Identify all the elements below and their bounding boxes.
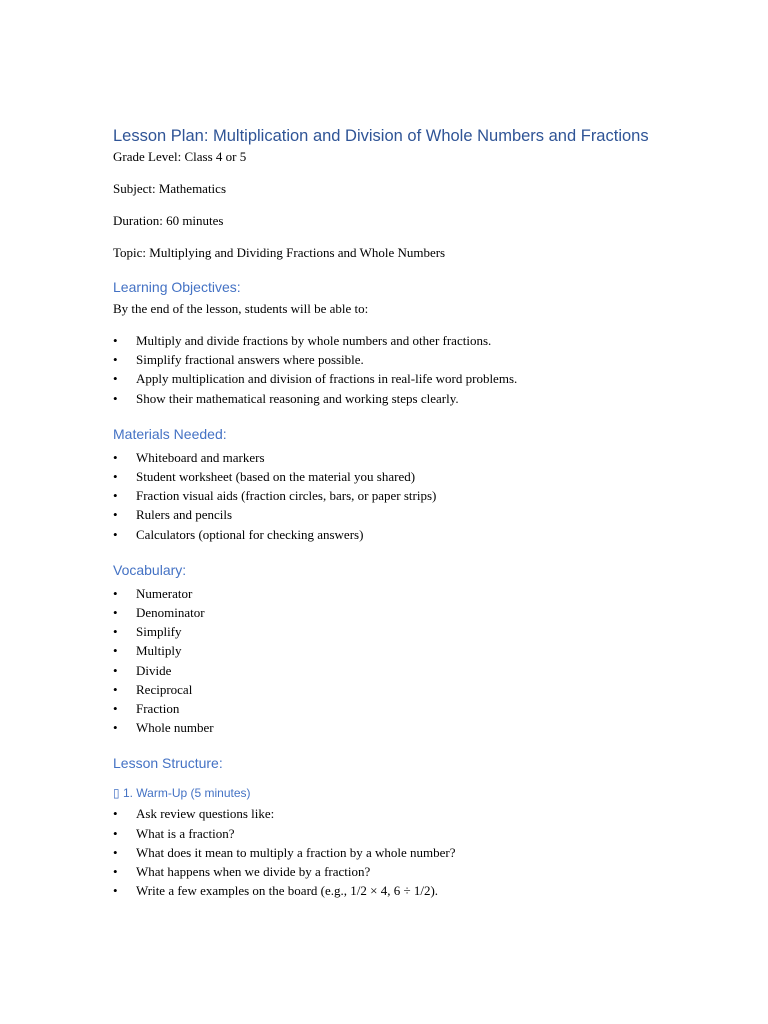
bullet-icon: • xyxy=(113,507,118,523)
bullet-icon: • xyxy=(113,526,118,542)
list-item-text: Calculators (optional for checking answers) xyxy=(136,526,364,542)
list-item-text: Divide xyxy=(136,662,172,678)
bullet-icon: • xyxy=(113,333,118,348)
vocabulary-heading: Vocabulary: xyxy=(113,561,187,578)
bullet-icon: • xyxy=(113,390,118,406)
list-item xyxy=(113,389,673,408)
list-item-text: Numerator xyxy=(136,585,193,601)
list-item xyxy=(113,350,673,369)
grade-level: Grade Level: Class 4 or 5 xyxy=(113,149,247,164)
vocabulary-list xyxy=(113,584,673,738)
list-item xyxy=(113,584,673,603)
list-item-text: Simplify xyxy=(136,624,182,640)
list-item-text: What happens when we divide by a fraction? xyxy=(136,864,371,880)
list-item-text: Rulers and pencils xyxy=(136,507,233,523)
bullet-icon: • xyxy=(113,806,118,822)
list-item-text: Simplify fractional answers where possible. xyxy=(136,352,364,368)
list-item-text: Reciprocal xyxy=(136,681,193,697)
list-item xyxy=(113,505,673,524)
list-item xyxy=(113,804,673,823)
list-item xyxy=(113,331,673,350)
bullet-icon: • xyxy=(113,825,118,841)
list-item-text: Ask review questions like: xyxy=(136,806,275,822)
objectives-heading: Learning Objectives: xyxy=(113,279,241,295)
list-item xyxy=(113,603,673,622)
list-item xyxy=(113,824,673,843)
bullet-icon: • xyxy=(113,720,118,736)
subject: Subject: Mathematics xyxy=(113,181,227,196)
bullet-icon: • xyxy=(113,469,118,485)
bullet-icon: • xyxy=(113,662,118,678)
list-item-text: Fraction xyxy=(136,701,180,717)
topic: Topic: Multiplying and Dividing Fractions and Whole Numbers xyxy=(113,245,446,260)
list-item xyxy=(113,467,673,486)
bullet-icon: • xyxy=(113,624,118,640)
list-item-text: Multiply xyxy=(136,643,182,659)
materials-list xyxy=(113,448,673,544)
bullet-icon: • xyxy=(113,449,118,465)
warmup-heading: ▯ 1. Warm-Up (5 minutes) xyxy=(113,786,251,801)
bullet-icon: • xyxy=(113,605,118,621)
bullet-icon: • xyxy=(113,352,118,368)
bullet-icon: • xyxy=(113,701,118,717)
bullet-icon: • xyxy=(113,883,118,899)
bullet-icon: • xyxy=(113,643,118,659)
list-item xyxy=(113,641,673,660)
duration: Duration: 60 minutes xyxy=(113,213,224,228)
warmup-list xyxy=(113,804,673,900)
list-item xyxy=(113,486,673,505)
list-item xyxy=(113,448,673,467)
list-item-text: Whole number xyxy=(136,720,214,736)
bullet-icon: • xyxy=(113,844,118,860)
bullet-icon: • xyxy=(113,488,118,504)
objectives-list xyxy=(113,331,673,408)
list-item xyxy=(113,718,673,737)
materials-heading: Materials Needed: xyxy=(113,425,227,442)
list-item-text: Write a few examples on the board (e.g., 1/2 × 4, 6 ÷ 1/2). xyxy=(136,883,439,899)
list-item-text: Fraction visual aids (fraction circles, bars, or paper strips) xyxy=(136,488,437,504)
list-item-text: Apply multiplication and division of fractions in real-life word problems. xyxy=(136,371,518,387)
list-item xyxy=(113,881,673,900)
list-item xyxy=(113,661,673,680)
list-item-text: Student worksheet (based on the material you shared) xyxy=(136,469,416,485)
list-item xyxy=(113,622,673,641)
list-item xyxy=(113,525,673,544)
list-item xyxy=(113,862,673,881)
list-item xyxy=(113,369,673,388)
document-title: Lesson Plan: Multiplication and Division of Whole Numbers and Fractions xyxy=(113,127,649,145)
list-item-text: What does it mean to multiply a fraction by a whole number? xyxy=(136,844,456,860)
bullet-icon: • xyxy=(113,371,118,387)
list-item-text: Denominator xyxy=(136,605,205,621)
list-item-text: Multiply and divide fractions by whole numbers and other fractions. xyxy=(136,333,492,348)
bullet-icon: • xyxy=(113,585,118,601)
bullet-icon: • xyxy=(113,681,118,697)
lesson-structure-heading: Lesson Structure: xyxy=(113,755,223,772)
document-body xyxy=(113,125,673,916)
list-item-text: Show their mathematical reasoning and working steps clearly. xyxy=(136,390,459,406)
list-item xyxy=(113,680,673,699)
list-item xyxy=(113,843,673,862)
list-item-text: Whiteboard and markers xyxy=(136,449,265,465)
bullet-icon: • xyxy=(113,864,118,880)
list-item-text: What is a fraction? xyxy=(136,825,235,841)
objectives-intro: By the end of the lesson, students will be able to: xyxy=(113,301,369,316)
list-item xyxy=(113,699,673,718)
